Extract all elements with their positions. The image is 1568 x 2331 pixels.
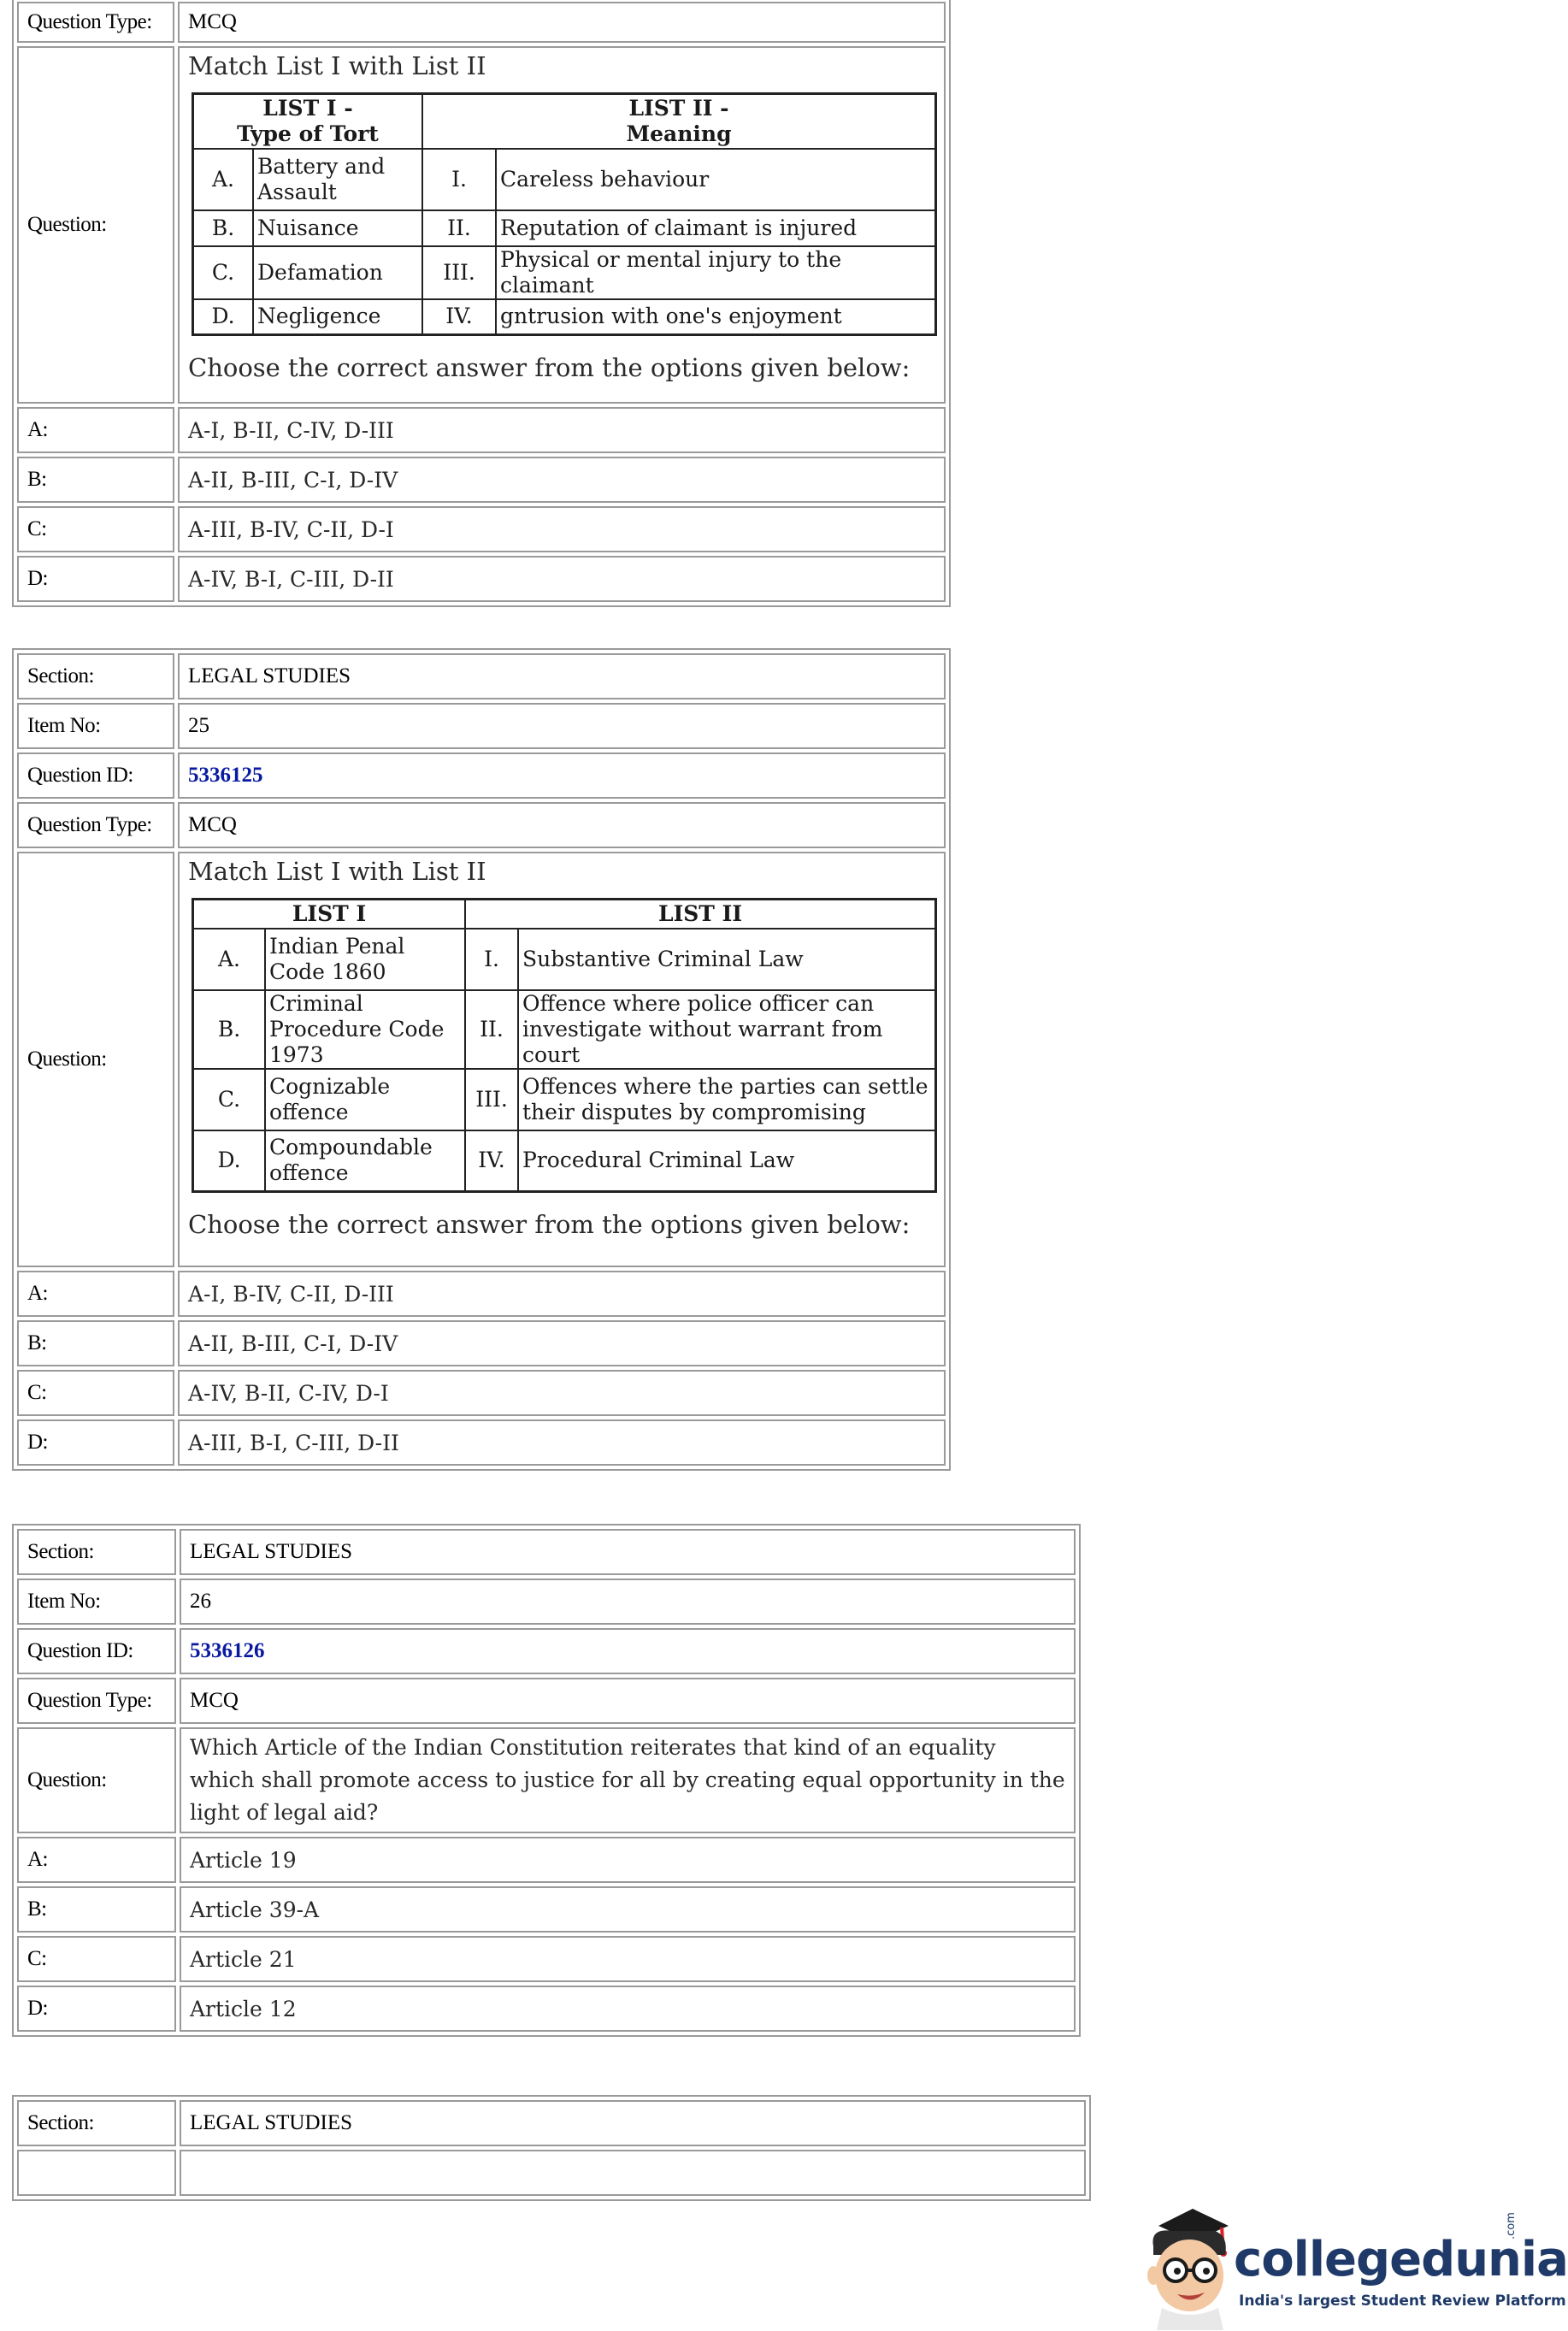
question-label: Question:: [17, 1727, 176, 1833]
mascot-icon: [1133, 2202, 1244, 2330]
row-meaning: Offence where police officer can investigate without warrant from court: [518, 990, 936, 1069]
row-letter: A.: [193, 929, 266, 990]
option-c-value: A-III, B-IV, C-II, D-I: [178, 506, 946, 552]
row-letter: B.: [193, 990, 266, 1069]
option-a-value: A-I, B-IV, C-II, D-III: [178, 1271, 946, 1317]
list2-header: [422, 94, 936, 149]
row-meaning: Offences where the parties can settle their disputes by compromising: [518, 1069, 936, 1130]
item-no-value: 26: [180, 1579, 1076, 1625]
row-roman: III.: [422, 246, 496, 299]
option-c-value: Article 21: [180, 1936, 1076, 1982]
brand-suffix: .com: [1505, 2212, 1518, 2240]
item-no-label: Item No:: [17, 703, 174, 749]
row-roman: IV.: [465, 1130, 518, 1192]
row-item: Cognizable offence: [265, 1069, 465, 1130]
section-value: LEGAL STUDIES: [178, 653, 946, 699]
row-item: Criminal Procedure Code 1973: [265, 990, 465, 1069]
option-d-label: D:: [17, 1986, 176, 2032]
item-no-label: Item No:: [17, 1579, 176, 1625]
question-type-label: Question Type:: [17, 1678, 176, 1724]
question-title: Match List I with List II: [188, 51, 486, 80]
row-letter: C.: [193, 246, 254, 299]
row-roman: II.: [422, 210, 496, 246]
cut-row-label: [17, 2150, 176, 2196]
question-24-table: [12, 0, 951, 607]
option-a-value: A-I, B-II, C-IV, D-III: [178, 407, 946, 453]
row-roman: I.: [465, 929, 518, 990]
brand-logo: [1133, 2202, 1568, 2330]
list2-header: LIST II: [465, 900, 936, 929]
question-label: Question:: [17, 852, 174, 1267]
question-id-value: 5336126: [180, 1628, 1076, 1674]
list1-header-line1: LIST I -: [262, 95, 353, 121]
option-d-value: A-III, B-I, C-III, D-II: [178, 1419, 946, 1466]
option-d-value: A-IV, B-I, C-III, D-II: [178, 556, 946, 602]
option-b-label: B:: [17, 1886, 176, 1933]
row-meaning: gntrusion with one's enjoyment: [496, 299, 936, 335]
section-label: Section:: [17, 1529, 176, 1575]
match-table: [192, 898, 937, 1193]
brand-name: collegedunia: [1234, 2232, 1568, 2287]
row-roman: I.: [422, 149, 496, 210]
question-body: [178, 852, 946, 1267]
question-id-label: Question ID:: [17, 1628, 176, 1674]
row-item: Indian Penal Code 1860: [265, 929, 465, 990]
list1-header: LIST I: [193, 900, 466, 929]
section-value: LEGAL STUDIES: [180, 1529, 1076, 1575]
question-type-label: Question Type:: [17, 2, 174, 43]
option-a-label: A:: [17, 407, 174, 453]
option-c-label: C:: [17, 506, 174, 552]
row-item: Compoundable offence: [265, 1130, 465, 1192]
option-b-value: A-II, B-III, C-I, D-IV: [178, 1320, 946, 1366]
question-type-value: MCQ: [178, 802, 946, 848]
instruction-text: Choose the correct answer from the options given below:: [188, 1210, 911, 1239]
question-26-table: [12, 1524, 1081, 2037]
question-type-value: MCQ: [180, 1678, 1076, 1724]
option-b-label: B:: [17, 1320, 174, 1366]
option-a-value: Article 19: [180, 1837, 1076, 1883]
section-value: LEGAL STUDIES: [180, 2100, 1086, 2146]
cut-row-value: [180, 2150, 1086, 2196]
question-id-label: Question ID:: [17, 752, 174, 799]
question-body: [178, 46, 946, 404]
row-letter: C.: [193, 1069, 266, 1130]
option-a-label: A:: [17, 1271, 174, 1317]
option-b-label: B:: [17, 457, 174, 503]
option-c-label: C:: [17, 1370, 174, 1416]
instruction-text: Choose the correct answer from the options given below:: [188, 353, 911, 382]
section-label: Section:: [17, 653, 174, 699]
row-meaning: Reputation of claimant is injured: [496, 210, 936, 246]
row-item: Nuisance: [253, 210, 422, 246]
list1-header: [193, 94, 423, 149]
question-type-value: MCQ: [178, 2, 946, 43]
option-d-label: D:: [17, 556, 174, 602]
brand-tagline: India's largest Student Review Platform: [1239, 2293, 1566, 2310]
question-type-label: Question Type:: [17, 802, 174, 848]
list2-header-line1: LIST II -: [628, 95, 729, 121]
option-d-value: Article 12: [180, 1986, 1076, 2032]
question-27-clip: [0, 2088, 1111, 2160]
row-meaning: Careless behaviour: [496, 149, 936, 210]
row-meaning: Substantive Criminal Law: [518, 929, 936, 990]
row-meaning: Procedural Criminal Law: [518, 1130, 936, 1192]
row-meaning: Physical or mental injury to the claimant: [496, 246, 936, 299]
option-b-value: A-II, B-III, C-I, D-IV: [178, 457, 946, 503]
list1-header-line2: Type of Tort: [237, 121, 379, 146]
match-table: [192, 92, 937, 336]
item-no-value: 25: [178, 703, 946, 749]
row-item: Negligence: [253, 299, 422, 335]
row-letter: A.: [193, 149, 254, 210]
row-letter: D.: [193, 1130, 266, 1192]
row-item: Battery and Assault: [253, 149, 422, 210]
question-27-table: [12, 2095, 1091, 2201]
option-a-label: A:: [17, 1837, 176, 1883]
question-id-value: 5336125: [178, 752, 946, 799]
row-roman: III.: [465, 1069, 518, 1130]
question-title: Match List I with List II: [188, 857, 486, 886]
row-letter: D.: [193, 299, 254, 335]
row-item: Defamation: [253, 246, 422, 299]
row-letter: B.: [193, 210, 254, 246]
question-25-table: [12, 648, 951, 1471]
row-roman: II.: [465, 990, 518, 1069]
question-text: Which Article of the Indian Constitution reiterates that kind of an equality which shall promote access to justice for all by creating equal opportunity in the light of legal aid?: [180, 1727, 1076, 1833]
option-c-label: C:: [17, 1936, 176, 1982]
question-label: Question:: [17, 46, 174, 404]
row-roman: IV.: [422, 299, 496, 335]
option-c-value: A-IV, B-II, C-IV, D-I: [178, 1370, 946, 1416]
option-b-value: Article 39-A: [180, 1886, 1076, 1933]
section-label: Section:: [17, 2100, 176, 2146]
list2-header-line2: Meaning: [626, 121, 732, 146]
option-d-label: D:: [17, 1419, 174, 1466]
